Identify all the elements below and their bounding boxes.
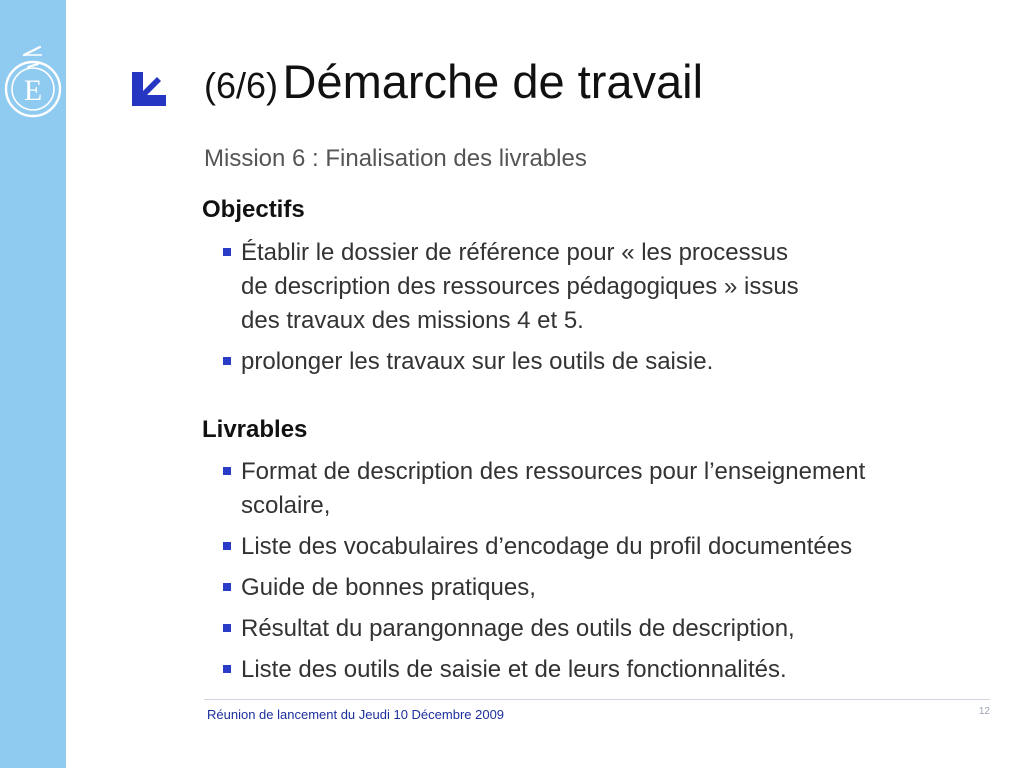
svg-text:E: E bbox=[23, 74, 43, 107]
footer-text: Réunion de lancement du Jeudi 10 Décembre 2009 bbox=[207, 707, 505, 722]
livrables-heading: Livrables bbox=[202, 416, 308, 443]
slide-title-prefix: (6/6) bbox=[204, 65, 279, 106]
square-bullet-icon bbox=[223, 467, 231, 475]
list-item-line: Liste des vocabulaires d’encodage du profil documentées bbox=[241, 533, 853, 560]
list-item bbox=[222, 612, 865, 646]
square-bullet-icon bbox=[223, 665, 231, 673]
logo-icon bbox=[2, 44, 64, 118]
list-item bbox=[222, 530, 865, 564]
page-number: 12 bbox=[978, 706, 990, 717]
list-item-line: Établir le dossier de référence pour « les processus bbox=[241, 239, 788, 266]
square-bullet-icon bbox=[223, 542, 231, 550]
square-bullet-icon bbox=[223, 583, 231, 591]
livrables-list bbox=[222, 455, 865, 694]
list-item-line: des travaux des missions 4 et 5. bbox=[241, 307, 584, 334]
side-band bbox=[0, 0, 66, 768]
objectifs-list bbox=[222, 236, 799, 386]
slide-subtitle: Mission 6 : Finalisation des livrables bbox=[204, 145, 587, 172]
list-item bbox=[222, 236, 799, 338]
list-item bbox=[222, 345, 799, 379]
list-item-line: Guide de bonnes pratiques, bbox=[241, 574, 536, 601]
list-item bbox=[222, 653, 865, 687]
list-item bbox=[222, 455, 865, 523]
arrow-down-right-icon bbox=[130, 72, 166, 108]
objectifs-heading: Objectifs bbox=[202, 196, 305, 223]
slide-title bbox=[204, 55, 704, 108]
slide-title-main: Démarche de travail bbox=[282, 55, 704, 108]
square-bullet-icon bbox=[223, 357, 231, 365]
list-item-line: Résultat du parangonnage des outils de description, bbox=[241, 615, 795, 642]
list-item-line: Format de description des ressources pour l’enseignement bbox=[241, 458, 866, 485]
list-item-line: Liste des outils de saisie et de leurs fonctionnalités. bbox=[241, 656, 787, 683]
square-bullet-icon bbox=[223, 248, 231, 256]
footer-divider bbox=[204, 699, 990, 700]
list-item bbox=[222, 571, 865, 605]
list-item-line: de description des ressources pédagogiques » issus bbox=[241, 273, 799, 300]
list-item-line: scolaire, bbox=[241, 492, 331, 519]
square-bullet-icon bbox=[223, 624, 231, 632]
list-item-line: prolonger les travaux sur les outils de saisie. bbox=[241, 348, 714, 375]
